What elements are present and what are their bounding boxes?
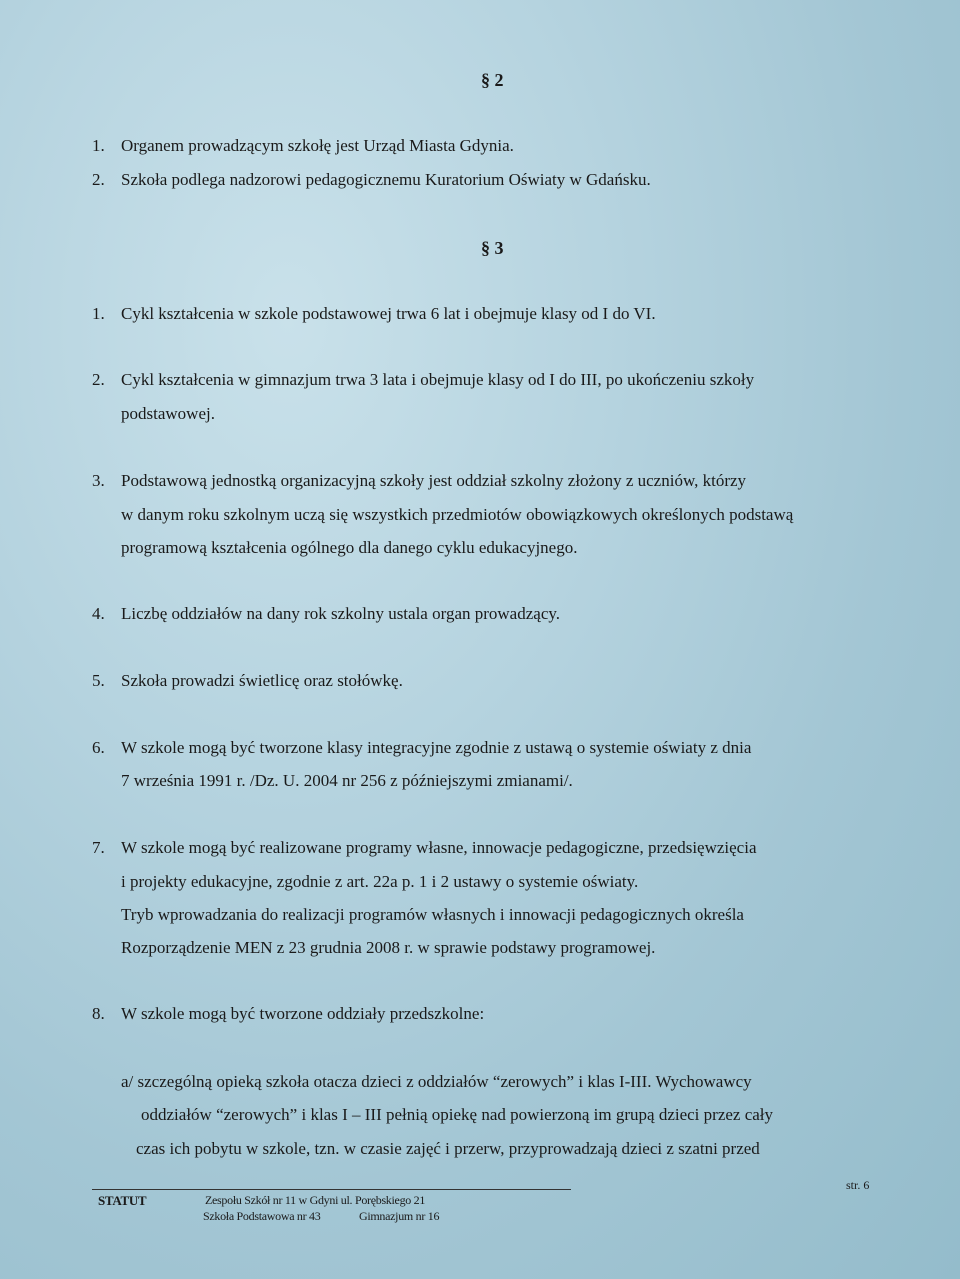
section-3-heading: § 3 [481,238,504,258]
item-number: 1. [92,136,105,155]
sub-item-text-continued: czas ich pobytu w szkole, tzn. w czasie zajęć i przerw, przyprowadzają dzieci z szatni przed [136,1139,760,1158]
footer-statut: STATUT [98,1193,147,1208]
footer-middle-school: Gimnazjum nr 16 [359,1209,440,1223]
footer-divider [92,1189,571,1190]
item-text-continued: i projekty edukacyjne, zgodnie z art. 22a p. 1 i 2 ustawy o systemie oświaty. [121,872,639,891]
item-number: 3. [92,471,105,490]
footer-school-name: Zespołu Szkół nr 11 w Gdyni ul. Porębskiego 21 [205,1193,426,1207]
item-text-continued: programową kształcenia ogólnego dla danego cyklu edukacyjnego. [121,538,578,557]
item-text: Cykl kształcenia w szkole podstawowej trwa 6 lat i obejmuje klasy od I do VI. [121,304,656,323]
item-text: W szkole mogą być tworzone klasy integracyjne zgodnie z ustawą o systemie oświaty z dnia [121,738,752,757]
item-text-continued: w danym roku szkolnym uczą się wszystkich przedmiotów obowiązkowych określonych podstawą [121,505,794,524]
item-number: 4. [92,604,105,623]
item-text: Organem prowadzącym szkołę jest Urząd Miasta Gdynia. [121,136,514,155]
item-text: Cykl kształcenia w gimnazjum trwa 3 lata i obejmuje klasy od I do III, po ukończeniu szkoły [121,370,755,389]
section-2-heading: § 2 [481,70,504,90]
item-text-continued: Tryb wprowadzania do realizacji programów własnych i innowacji pedagogicznych określa [121,905,744,924]
item-number: 2. [92,370,105,389]
item-number: 7. [92,838,105,857]
item-number: 8. [92,1004,105,1023]
item-text-continued: podstawowej. [121,404,215,423]
page-number: str. 6 [846,1178,870,1192]
item-number: 1. [92,304,105,323]
item-text: W szkole mogą być tworzone oddziały przedszkolne: [121,1004,485,1023]
sub-item-text: a/ szczególną opieką szkoła otacza dzieci z oddziałów “zerowych” i klas I-III. Wychowawcy [121,1072,752,1091]
item-number: 2. [92,170,105,189]
item-text: Szkoła prowadzi świetlicę oraz stołówkę. [121,671,403,690]
item-text-continued: Rozporządzenie MEN z 23 grudnia 2008 r. w sprawie podstawy programowej. [121,938,656,957]
footer-primary-school: Szkoła Podstawowa nr 43 [203,1209,321,1223]
item-text-continued: 7 września 1991 r. /Dz. U. 2004 nr 256 z późniejszymi zmianami/. [121,771,573,790]
item-text: Liczbę oddziałów na dany rok szkolny ustala organ prowadzący. [121,604,561,623]
item-text: Podstawową jednostką organizacyjną szkoły jest oddział szkolny złożony z uczniów, którzy [121,471,747,490]
item-text: W szkole mogą być realizowane programy własne, innowacje pedagogiczne, przedsięwzięcia [121,838,757,857]
item-text: Szkoła podlega nadzorowi pedagogicznemu Kuratorium Oświaty w Gdańsku. [121,170,651,189]
item-number: 5. [92,671,105,690]
item-number: 6. [92,738,105,757]
sub-item-text-continued: oddziałów “zerowych” i klas I – III pełnią opiekę nad powierzoną im grupą dzieci przez cały [141,1105,774,1124]
